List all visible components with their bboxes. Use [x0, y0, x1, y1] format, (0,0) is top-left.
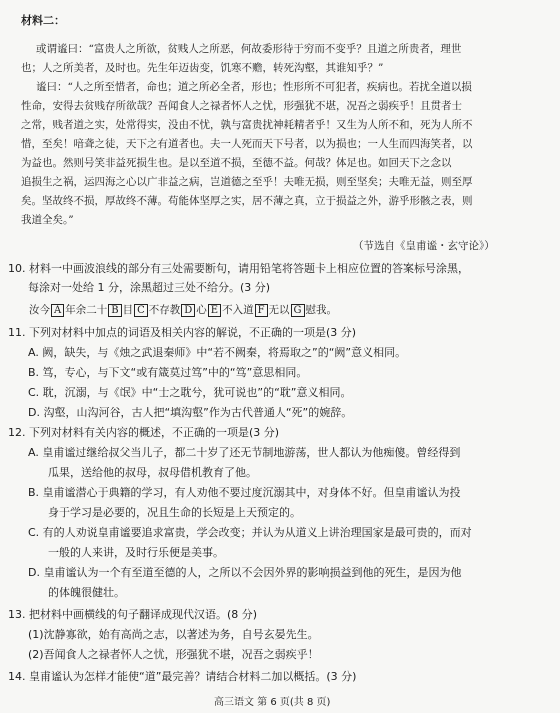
question-13-stem: 13. 把材料中画横线的句子翻译成现代汉语。(8 分) — [8, 608, 258, 621]
material-two-heading: 材料二： — [21, 14, 65, 27]
break-mark-a[interactable]: A — [51, 304, 64, 317]
question-11-option-c[interactable]: C. 耽，沉溺，与《氓》中“士之耽兮，犹可说也”的“耽”意义相同。 — [28, 386, 352, 399]
question-12-option-b-2: 身于学习是必要的，况且生命的长短是上天预定的。 — [48, 506, 301, 519]
passage-line-9: 矣。坚故终不损，厚故终不薄。苟能体坚厚之实，居不薄之真，立于损益之外，游乎形骸之表，则 — [21, 195, 473, 207]
break-mark-e[interactable]: E — [208, 304, 221, 317]
segment-text: 无以 — [268, 304, 290, 316]
break-mark-g[interactable]: G — [291, 304, 305, 317]
passage-line-10: 我道全矣。” — [21, 214, 74, 226]
segment-text: 年余二十 — [65, 304, 108, 316]
question-14-stem: 14. 皇甫谧认为怎样才能使“道”最完善？请结合材料二加以概括。(3 分) — [8, 670, 357, 683]
passage-line-7: 为益也。然则号笑非益死损生也。是以至道不损，至德不益。何哉？体足也。如回天下之念以 — [21, 157, 452, 169]
break-mark-f[interactable]: F — [255, 304, 268, 317]
passage-line-6: 惜，至矣！喑聋之徒，天下之有道者也。夫一人死而天下号者，以为损也；一人生而四海笑者，以 — [21, 138, 473, 150]
passage-line-4: 性命，安得去贫贱存所欲哉？吾闻食人之禄者怀人之忧，形强犹不堪，况吾之弱疾乎！且贯者士 — [21, 100, 462, 112]
segment-text: 汝今 — [29, 304, 50, 316]
break-mark-c[interactable]: C — [134, 304, 148, 317]
segment-text: 慰我。 — [305, 304, 338, 316]
passage-line-1: 或谓谧曰：“富贵人之所欲，贫贱人之所恶，何故委形待于穷而不变乎？且道之所贵者，理世 — [36, 43, 462, 55]
passage-line-2: 也；人之所美者，及时也。先生年迈齿变，饥寒不赡，转死沟壑，其谁知乎？” — [21, 62, 384, 74]
break-mark-b[interactable]: B — [108, 304, 121, 317]
question-12-option-c-2: 一般的人来讲，及时行乐便是美事。 — [48, 546, 224, 559]
question-11-option-a[interactable]: A. 阙，缺失，与《烛之武退秦师》中“若不阙秦，将焉取之”的“阙”意义相同。 — [28, 346, 407, 359]
question-12-option-b[interactable]: B. 皇甫谧潜心于典籍的学习，有人劝他不要过度沉溺其中，对身体不好。但皇甫谧认为投 — [28, 486, 461, 499]
translation-sentence-2: (2)吾闻食人之禄者怀人之忧，形强犹不堪，况吾之弱疾乎！ — [28, 648, 319, 661]
segment-text: 不入道 — [222, 304, 254, 316]
question-12-option-d-2: 的体魄很健壮。 — [48, 586, 125, 599]
page-footer: 高三语文 第 6 页(共 8 页) — [214, 697, 331, 708]
question-12-stem: 12. 下列对材料有关内容的概述，不正确的一项是(3 分) — [8, 426, 280, 439]
source-note: （节选自《皇甫谧・玄守论》） — [353, 240, 495, 252]
question-11-stem: 11. 下列对材料中加点的词语及相关内容的解说，不正确的一项是(3 分) — [8, 326, 357, 339]
passage-line-8: 追损生之祸，运四海之心以广非益之病，岂道德之至乎！夫唯无损，则至坚矣；夫唯无益，则至厚 — [21, 176, 473, 188]
question-10-stem-1: 10. 材料一中画波浪线的部分有三处需要断句，请用铅笔将答题卡上相应位置的答案标号涂黑， — [8, 262, 469, 275]
translation-sentence-1: (1)沈静寡欲，始有高尚之志，以著述为务，自号玄晏先生。 — [28, 628, 319, 641]
question-11-option-b[interactable]: B. 笃，专心，与下文“或有箴莫过笃”中的“笃”意思相同。 — [28, 366, 308, 379]
segment-text: 心 — [196, 304, 207, 316]
segmentation-sentence — [29, 304, 337, 317]
question-12-option-a-2: 瓜果，送给他的叔母，叔母借机教育了他。 — [48, 466, 257, 479]
segment-text: 不存教 — [148, 304, 181, 316]
question-10-stem-2: 每涂对一处给 1 分，涂黑超过三处不给分。(3 分) — [28, 281, 271, 294]
question-12-option-c[interactable]: C. 有的人劝说皇甫谧要追求富贵，学会改变；并认为从道义上讲治理国家是最可贵的，而对 — [28, 526, 472, 539]
passage-line-5: 之常，贱者道之实，处常得实，没由不忧，孰与富贵扰神耗精者乎！又生为人所不和，死为人所不 — [21, 119, 473, 131]
question-12-option-a[interactable]: A. 皇甫谧过继给叔父当儿子，都二十岁了还无节制地游荡，世人都认为他痴傻。曾经得到 — [28, 446, 461, 459]
segment-text: 目 — [122, 304, 134, 316]
passage-line-3: 谧曰：“人之所至惜者，命也；道之所必全者，形也；性形所不可犯者，疾病也。若扰全道以损 — [36, 81, 472, 93]
question-11-option-d[interactable]: D. 沟壑，山沟河谷，古人把“填沟壑”作为古代普通人“死”的婉辞。 — [28, 406, 353, 419]
break-mark-d[interactable]: D — [181, 304, 195, 317]
question-12-option-d[interactable]: D. 皇甫谧认为一个有至道至德的人，之所以不会因外界的影响损益到他的死生，是因为他 — [28, 566, 462, 579]
